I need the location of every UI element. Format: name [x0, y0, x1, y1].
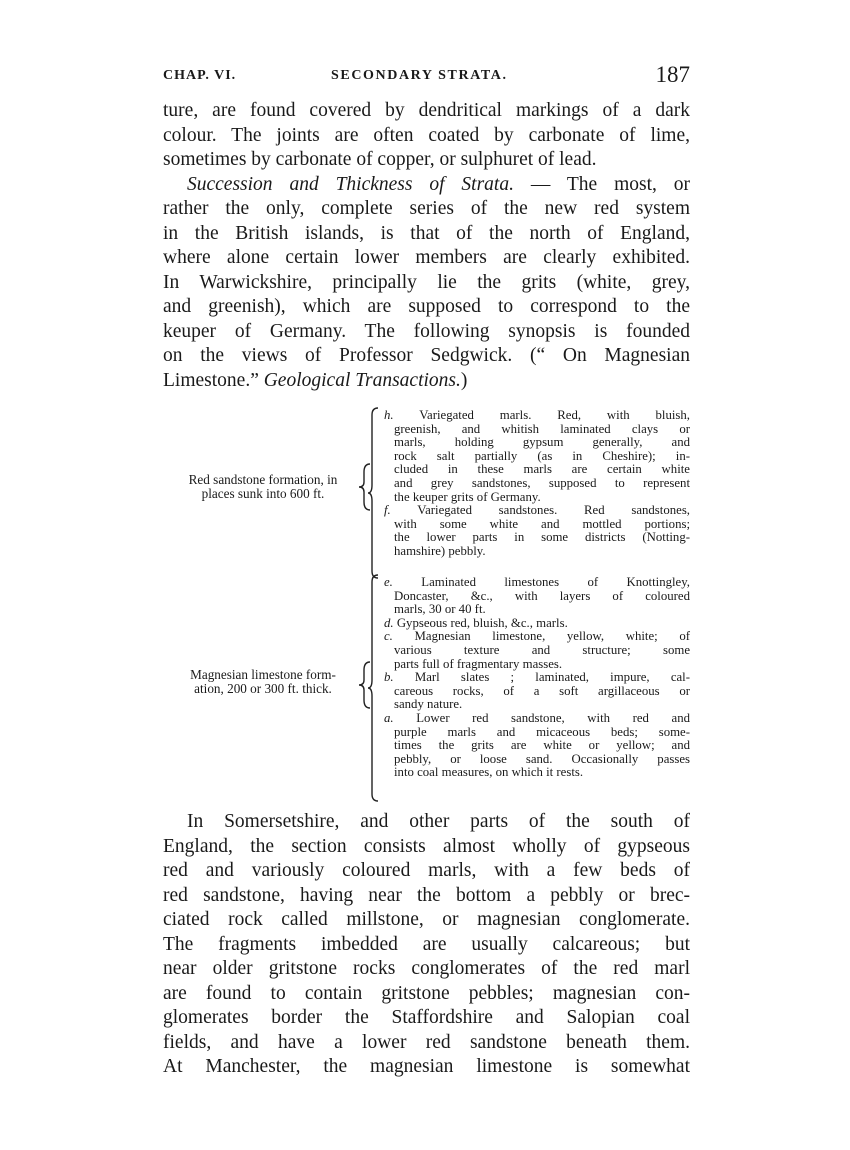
item-letter: h. [384, 408, 394, 422]
item-text: Variegated marls. Red, with bluish, [419, 408, 691, 422]
item-line: marls, 30 or 40 ft. [394, 602, 486, 617]
item-line: marls, holding gypsum generally, and [394, 435, 690, 450]
text-line: In Somersetshire, and other parts of the south of [187, 811, 690, 832]
group-label-line: Magnesian limestone form- [190, 667, 336, 682]
text-line: In Warwickshire, principally lie the grits (white, grey, [163, 271, 690, 293]
item-line: greenish, and whitish laminated clays or [394, 421, 690, 436]
paragraph-succession-first-line [163, 173, 690, 198]
text-line: where alone certain lower members are clearly exhibited. [163, 247, 690, 268]
text-line: ture, are found covered by dendritical markings of a dark [163, 100, 690, 121]
item-text: Variegated sandstones. Red sandstones, [417, 503, 690, 518]
item-line [384, 712, 690, 726]
item-line: pebbly, or loose sand. Occasionally passes [394, 751, 690, 766]
item-letter: b. [384, 670, 394, 685]
stratum-e [384, 576, 690, 617]
item-line [384, 630, 690, 644]
item-line [384, 617, 690, 631]
stratum-h [384, 409, 690, 504]
text-fragment: ) [460, 369, 468, 391]
item-line: various texture and structure; some [394, 642, 690, 657]
item-letter: e. [384, 575, 393, 589]
magnesian-limestone-group-label [163, 668, 363, 696]
red-sandstone-group-label [163, 473, 363, 501]
item-line: sandy nature. [394, 697, 463, 712]
text-line: red sandstone, having near the bottom a pebbly or brec- [163, 884, 690, 906]
item-letter: d. [384, 615, 394, 630]
text-line: and greenish), which are supposed to correspond to the [163, 296, 690, 317]
text-line: ciated rock called millstone, or magnesian conglomerate. [163, 909, 690, 930]
item-line [384, 504, 690, 518]
text-line: in the British islands, is that of the north of England, [163, 222, 690, 244]
item-line [384, 409, 690, 423]
item-line: careous rocks, of a soft argillaceous or [394, 683, 690, 698]
item-line: the lower parts in some districts (Notting- [394, 530, 690, 545]
text-line: keuper of Germany. The following synopsis is founded [163, 320, 690, 342]
group-label-line: Red sandstone formation, in [188, 472, 338, 487]
item-text: Magnesian limestone, yellow, white; of [414, 629, 691, 644]
item-text: Gypseous red, bluish, &c., marls. [396, 615, 568, 630]
right-brace-magnesian [368, 574, 380, 802]
stratum-a [384, 712, 690, 780]
item-line: purple marls and micaceous beds; some- [394, 724, 690, 739]
page-number: 187 [655, 62, 690, 87]
text-line: England, the section consists almost wholly of gypseous [163, 835, 690, 857]
item-text: Laminated limestones of Knottingley, [421, 575, 690, 589]
right-brace-red [368, 407, 380, 579]
item-text: Marl slates ; laminated, impure, cal- [414, 670, 691, 685]
text-line: are found to contain gritstone pebbles; magnesian con- [163, 982, 690, 1004]
text-line: sometimes by carbonate of copper, or sulphuret of lead. [163, 149, 597, 170]
text-fragment: Limestone.” [163, 369, 264, 391]
item-line [384, 671, 690, 685]
group-label-line: places sunk into 600 ft. [201, 486, 325, 501]
item-line: cluded in these marls are certain white [394, 462, 690, 477]
item-line: hamshire) pebbly. [394, 543, 486, 558]
text-line: At Manchester, the magnesian limestone is somewhat [163, 1056, 690, 1077]
item-letter: c. [384, 629, 393, 644]
item-line: Doncaster, &c., with layers of coloured [394, 588, 690, 603]
text-line [163, 369, 690, 394]
group-label-line: ation, 200 or 300 ft. thick. [194, 681, 332, 696]
text-line: near older gritstone rocks conglomerates of the red marl [163, 958, 690, 979]
running-title: SECONDARY STRATA. [331, 68, 508, 83]
item-line: the keuper grits of Germany. [394, 489, 541, 504]
stratum-d [384, 617, 690, 631]
item-line: into coal measures, on which it rests. [394, 765, 584, 780]
paragraph-somersetshire [163, 810, 690, 1080]
item-letter: f. [384, 503, 391, 518]
item-line: times the grits are white or yellow; and [394, 738, 690, 753]
red-group-items [384, 409, 690, 559]
item-text: Lower red sandstone, with red and [416, 710, 690, 725]
text-line: The fragments imbedded are usually calcareous; but [163, 933, 690, 955]
chapter-label: CHAP. VI. [163, 68, 237, 83]
stratum-c [384, 630, 690, 671]
text-line: red and variously coloured marls, with a few beds of [163, 860, 690, 881]
text-line: fields, and have a lower red sandstone beneath them. [163, 1031, 690, 1053]
item-line: and grey sandstones, supposed to represent [394, 475, 690, 490]
paragraph-opening [163, 99, 690, 393]
magnesian-group-items [384, 576, 690, 780]
text-line: colour. The joints are often coated by carbonate of lime, [163, 124, 690, 146]
section-heading: Succession and Thickness of Strata. [187, 173, 514, 195]
text-line: glomerates border the Staffordshire and Salopian coal [163, 1007, 690, 1028]
item-line: rock salt partially (as in Cheshire); in- [394, 448, 690, 463]
item-line [384, 576, 690, 590]
text-line: rather the only, complete series of the new red system [163, 198, 690, 219]
item-line: parts full of fragmentary masses. [394, 656, 563, 671]
text-line: on the views of Professor Sedgwick. (“ On Magnesian [163, 345, 690, 366]
citation-title: Geological Transactions. [263, 369, 461, 391]
text-fragment: — The most, or [513, 173, 690, 195]
item-line: with some white and mottled portions; [394, 516, 690, 531]
running-header [163, 62, 690, 92]
stratum-f [384, 504, 690, 558]
stratum-b [384, 671, 690, 712]
item-letter: a. [384, 710, 394, 725]
